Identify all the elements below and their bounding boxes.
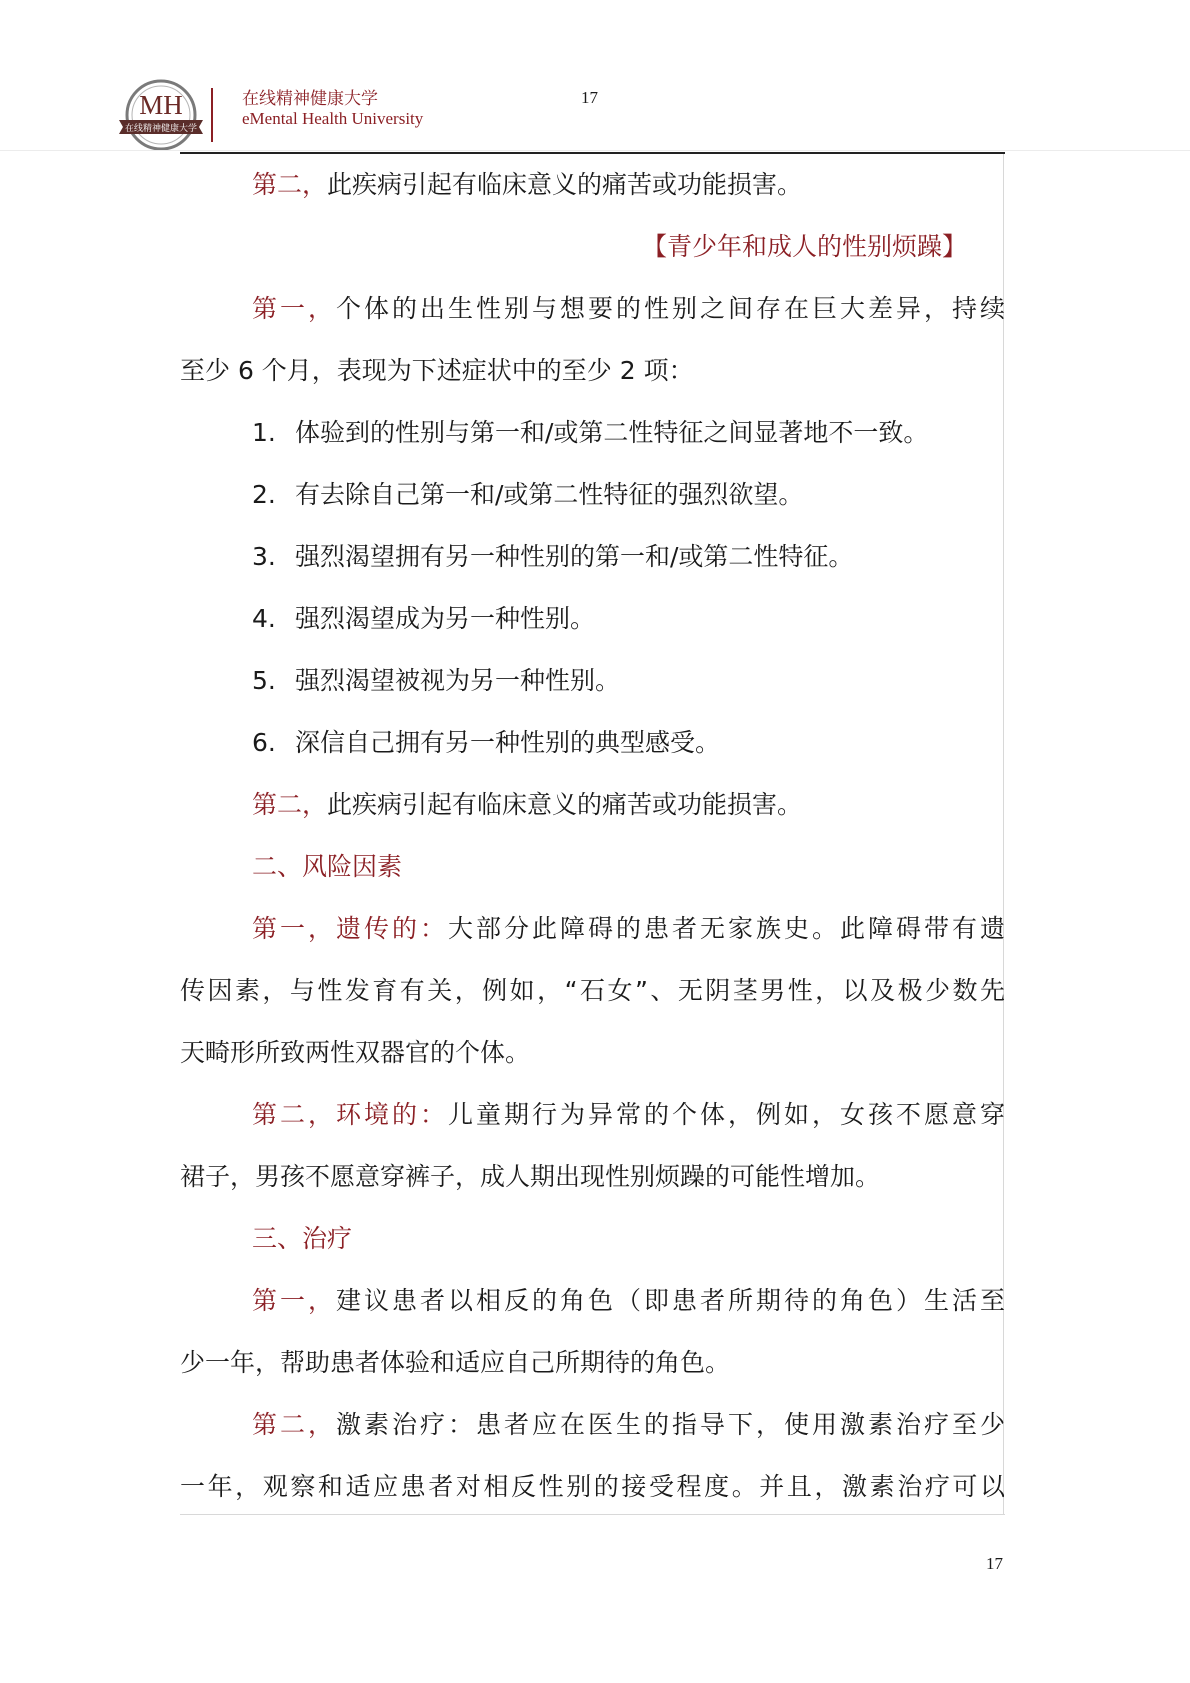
list-item xyxy=(180,526,1005,588)
paragraph-continuation: 传因素，与性发育有关，例如，“石女”、无阴茎男性，以及极少数先 xyxy=(180,976,1005,1005)
paragraph xyxy=(180,1394,1005,1456)
list-item-number: 1. xyxy=(252,418,276,447)
list-item-text: 有去除自己第一和/或第二性特征的强烈欲望。 xyxy=(295,480,804,509)
point-sublabel: 环境的： xyxy=(336,1100,448,1129)
paragraph-text: 儿童期行为异常的个体，例如，女孩不愿意穿 xyxy=(448,1100,1005,1129)
logo-banner-text: 在线精神健康大学 xyxy=(124,124,198,134)
university-seal-icon xyxy=(117,78,205,152)
list-item-number: 6. xyxy=(252,728,276,757)
paragraph-text: 个体的出生性别与想要的性别之间存在巨大差异，持续 xyxy=(336,294,1005,323)
paragraph-text: 建议患者以相反的角色（即患者所期待的角色）生活至 xyxy=(336,1286,1005,1315)
paragraph-text: 此疾病引起有临床意义的痛苦或功能损害。 xyxy=(327,170,803,199)
paragraph xyxy=(180,278,1005,340)
list-item xyxy=(180,650,1005,712)
point-label: 第一， xyxy=(252,1286,336,1315)
list-item xyxy=(180,712,1005,774)
list-item xyxy=(180,464,1005,526)
list-item-number: 3. xyxy=(252,542,276,571)
document-body xyxy=(180,154,1005,1518)
list-item-text: 强烈渴望成为另一种性别。 xyxy=(295,604,596,633)
section-subtitle: 【青少年和成人的性别烦躁】 xyxy=(641,232,967,261)
paragraph xyxy=(180,774,1005,836)
paragraph-text: 大部分此障碍的患者无家族史。此障碍带有遗 xyxy=(448,914,1005,943)
logo-divider xyxy=(211,88,213,142)
list-item-number: 5. xyxy=(252,666,276,695)
org-name-en: eMental Health University xyxy=(242,109,424,128)
list-item-number: 2. xyxy=(252,480,276,509)
paragraph-text: 激素治疗：患者应在医生的指导下，使用激素治疗至少 xyxy=(336,1410,1005,1439)
paragraph xyxy=(180,1270,1005,1332)
paragraph xyxy=(180,154,1005,216)
point-label: 第二， xyxy=(252,790,328,819)
point-label: 第一， xyxy=(252,294,336,323)
header-separator xyxy=(0,150,1190,151)
org-name-cn: 在线精神健康大学 xyxy=(242,89,378,109)
point-label: 第一， xyxy=(252,914,336,943)
list-item-text: 强烈渴望拥有另一种性别的第一和/或第二性特征。 xyxy=(295,542,854,571)
paragraph-continuation: 裙子，男孩不愿意穿裤子，成人期出现性别烦躁的可能性增加。 xyxy=(180,1162,881,1191)
logo-monogram: MH xyxy=(139,90,183,120)
page-header xyxy=(0,0,1190,155)
paragraph-continuation: 少一年，帮助患者体验和适应自己所期待的角色。 xyxy=(180,1348,731,1377)
paragraph-continuation: 天畸形所致两性双器官的个体。 xyxy=(180,1038,531,1067)
list-item-text: 强烈渴望被视为另一种性别。 xyxy=(295,666,621,695)
point-sublabel: 遗传的： xyxy=(336,914,448,943)
paragraph-continuation: 至少 6 个月，表现为下述症状中的至少 2 项： xyxy=(180,356,694,385)
paragraph-text: 此疾病引起有临床意义的痛苦或功能损害。 xyxy=(327,790,803,819)
paragraph xyxy=(180,1084,1005,1146)
point-label: 第二， xyxy=(252,1410,336,1439)
header-page-number: 17 xyxy=(581,88,598,107)
point-label: 第二， xyxy=(252,170,328,199)
list-item xyxy=(180,588,1005,650)
section-heading: 二、风险因素 xyxy=(252,852,403,881)
point-label: 第二， xyxy=(252,1100,336,1129)
list-item-text: 深信自己拥有另一种性别的典型感受。 xyxy=(295,728,721,757)
list-item-text: 体验到的性别与第一和/或第二性特征之间显著地不一致。 xyxy=(295,418,929,447)
section-heading: 三、治疗 xyxy=(252,1224,353,1253)
footer-page-number: 17 xyxy=(986,1554,1003,1573)
paragraph xyxy=(180,898,1005,960)
list-item xyxy=(180,402,1005,464)
list-item-number: 4. xyxy=(252,604,276,633)
paragraph-continuation: 一年，观察和适应患者对相反性别的接受程度。并且，激素治疗可以 xyxy=(180,1472,1005,1501)
